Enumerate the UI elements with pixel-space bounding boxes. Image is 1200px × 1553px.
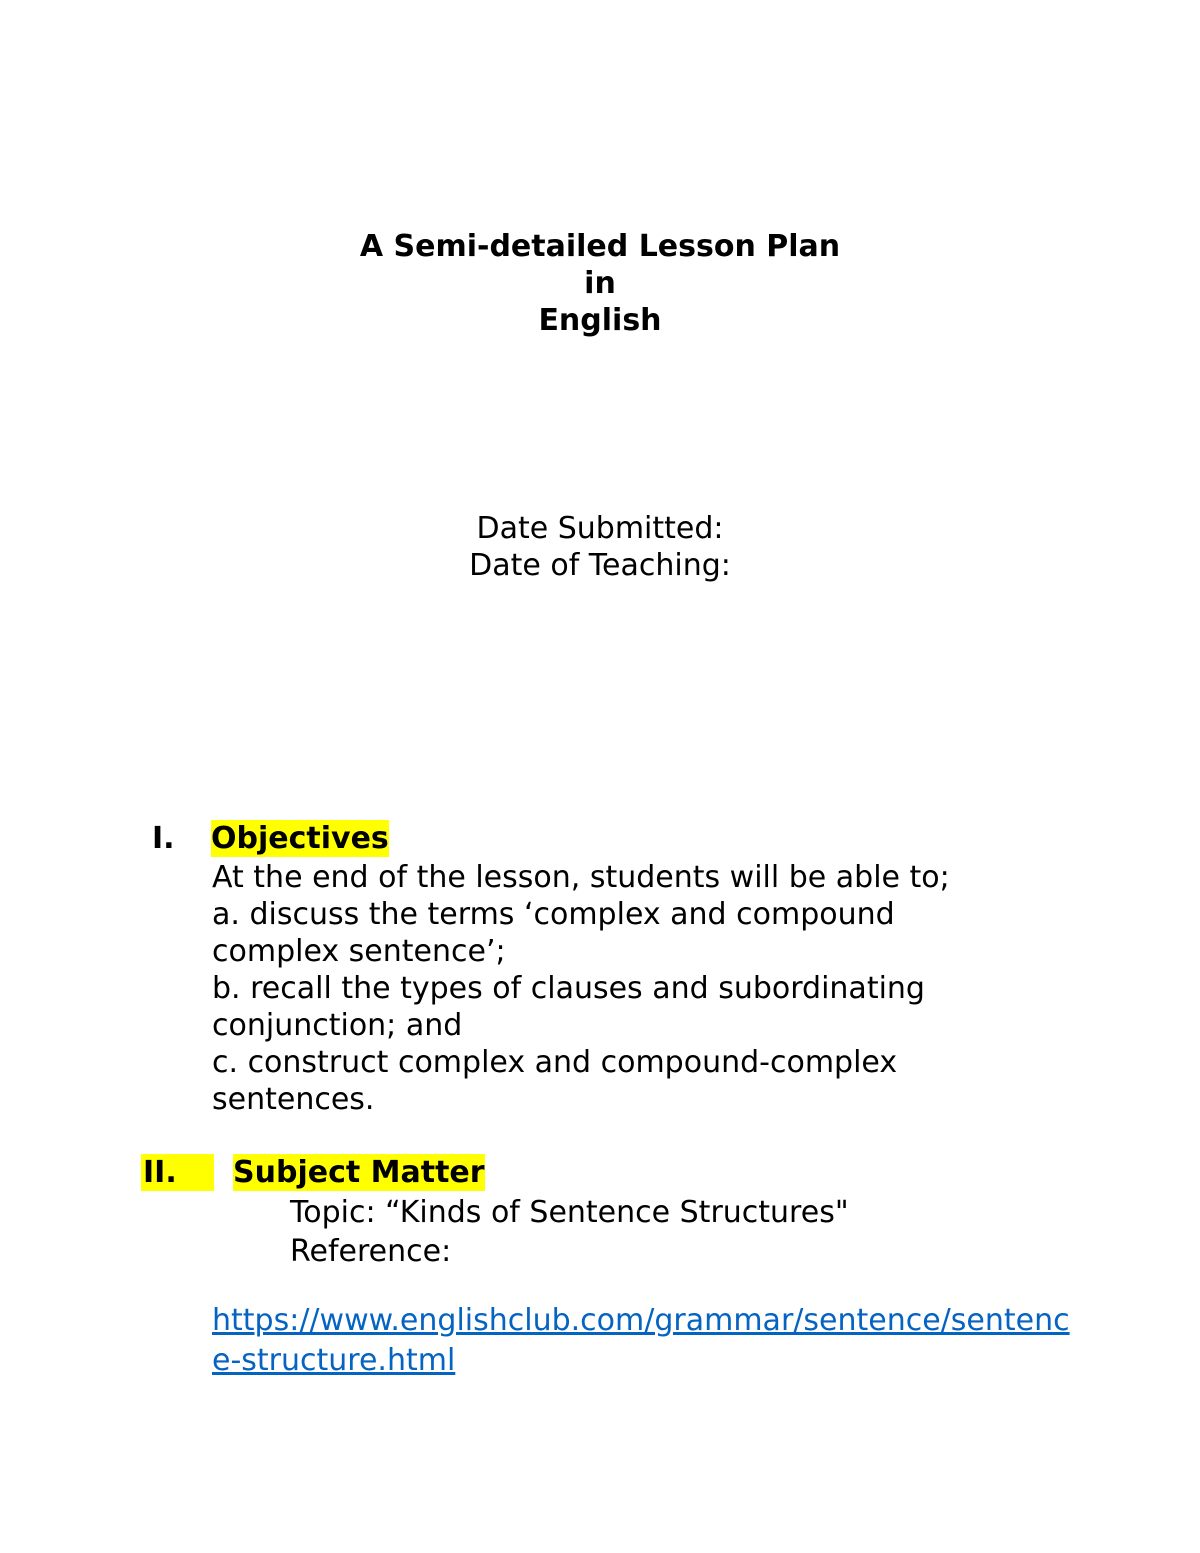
reference-link[interactable]: https://www.englishclub.com/grammar/sentence/sentence-structure.html <box>212 1303 1070 1378</box>
topic-line: Topic: “Kinds of Sentence Structures" <box>290 1195 849 1230</box>
section-heading: Subject Matter <box>233 1155 485 1190</box>
document-title <box>0 228 1200 339</box>
title-line-1: A Semi-detailed Lesson Plan <box>359 229 841 264</box>
title-line-2: in <box>584 266 616 301</box>
section-numeral: II. <box>141 1154 214 1191</box>
objectives-body <box>212 859 1002 1118</box>
dates-block <box>0 510 1200 584</box>
section-numeral: I. <box>152 821 175 856</box>
objective-item: a. discuss the terms ‘complex and compound complex sentence’; <box>212 897 895 969</box>
objective-item: c. construct complex and compound-complex sentences. <box>212 1045 898 1117</box>
date-submitted-label: Date Submitted: <box>476 511 724 546</box>
reference-label: Reference: <box>290 1234 452 1269</box>
date-of-teaching-label: Date of Teaching: <box>469 548 731 583</box>
objectives-intro: At the end of the lesson, students will be able to; <box>212 860 950 895</box>
objective-item: b. recall the types of clauses and subordinating conjunction; and <box>212 971 925 1043</box>
section-heading: Objectives <box>211 821 389 856</box>
title-line-3: English <box>538 303 662 338</box>
